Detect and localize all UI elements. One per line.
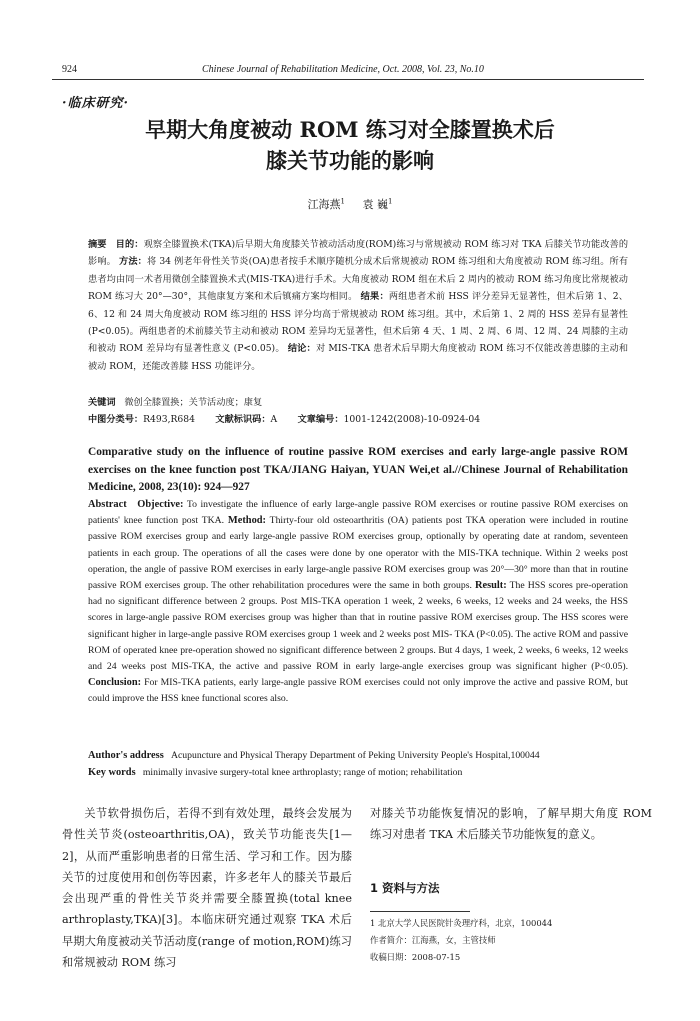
footnote-author-bio: 作者简介：江海燕，女，主管技师 [370, 935, 496, 945]
doc-code-value: A [270, 414, 278, 425]
page-number: 924 [62, 64, 77, 75]
title-line-2: 膝关节功能的影响 [266, 148, 434, 173]
journal-citation-line: Chinese Journal of Rehabilitation Medicine, Oct. 2008, Vol. 23, No.10 [202, 64, 484, 75]
abstract-label: 摘要 [88, 239, 107, 250]
intro-paragraph-continued: 对膝关节功能恢复情况的影响，了解早期大角度 ROM 练习对患者 TKA 术后膝关节功能恢复的意义。 [370, 807, 652, 842]
conclusion-label: Conclusion: [88, 677, 142, 689]
article-number-value: 1001-1242(2008)-10-0924-04 [343, 414, 481, 425]
conclusion-text: 对 MIS-TKA 患者术后早期大角度被动 ROM 练习不仅能改善患膝的主动和被动 ROM，还能改善膝 HSS 功能评分。 [88, 343, 629, 372]
running-header [52, 64, 652, 78]
clc-label: 中图分类号： [88, 414, 144, 425]
address-text: Acupuncture and Physical Therapy Department of Peking University People's Hospital,100044 [171, 750, 540, 761]
author-name: 江海燕 [307, 198, 341, 211]
abstract-english [88, 497, 628, 708]
clc-value: R493,R684 [143, 414, 195, 425]
result-text: The HSS scores pre-operation had no significant difference between 2 groups. Post MIS-TKA operation 1 week, 2 weeks, 6 weeks, 12 weeks and 24 weeks, the HSS scores in large-angle passive ROM exercises group was higher than that in routine passive ROM exercises group. The HSS scores were significant higher in large-angle passive ROM exercises group 1 week and 2 weeks post MIS- TKA (P<0.05). The active ROM and passive ROM of operated knee pre-operation showed no significant difference between 2 groups. But 4 days, 1 week, 2 weeks, 6 weeks, 12 weeks and 24 weeks post MIS-TKA, the active and passive ROM in early large-angle exercises group was significant higher (P<0.05). [88, 580, 628, 673]
author-line [0, 196, 700, 212]
keywords-text: 微创全膝置换；关节活动度；康复 [124, 397, 263, 408]
column-label: ·临床研究· [62, 96, 130, 111]
result-label: 结果： [360, 291, 389, 303]
result-label: Result: [474, 580, 507, 592]
doc-code-label: 文献标识码： [215, 414, 271, 425]
english-title-citation: Comparative study on the influence of routine passive ROM exercises and early large-angle passive ROM exercises on the knee function post TKA/JIANG Haiyan, YUAN Wei,et al.//Chinese Journal of Rehabilitation Medicine, 2008, 23(10): 924—927 [88, 446, 628, 493]
address-label: Author's address [88, 750, 164, 761]
method-text: Thirty-four old osteoarthritis (OA) patients post TKA operation were included in routine passive ROM exercises group and early large-angle passive ROM exercises group, optionally by operating date at random, seventeen patients in each group. The operations of all the cases were done by one operator with the MIS-TKA technique. Within 2 weeks post operation, the angle of passive ROM exercises in early large-angle passive ROM exercises group was 20°—30° more than that in routine passive ROM exercises group. The other rehabilitation procedures were the same in both groups. [88, 515, 629, 592]
article-number-label: 文章编号： [297, 414, 344, 425]
header-rule [52, 79, 644, 80]
author-affiliation-mark: 1 [387, 197, 393, 206]
method-label: Method: [227, 515, 267, 527]
keywords-label: 关键词 [88, 397, 116, 408]
footnote-rule [370, 911, 470, 912]
method-label: 方法： [119, 256, 147, 268]
body-column-left [62, 803, 352, 973]
objective-label: 目的： [115, 239, 144, 250]
author-address [88, 750, 628, 761]
author-affiliation-mark: 1 [340, 197, 345, 206]
conclusion-label: 结论： [287, 343, 316, 355]
result-text: 两组患者术前 HSS 评分差异无显著性，但术后第 1、2、6、12 和 24 周大角度被动 ROM 练习组的 HSS 评分均高于常规被动 ROM 练习组。其中，术后第 1、2 周的 HSS 差异有显著性 (P<0.05)。两组患者的术前膝关节主动和被动 ROM 差异均无显著性，但术后第 4 天、1 周、2 周、6 周、12 周、24 周膝的主动和被动 ROM 差异均有显著性意义 (P<0.05)。 [88, 291, 628, 355]
method-text: 将 34 例老年骨性关节炎(OA)患者按手术顺序随机分成术后常规被动 ROM 练习组和大角度被动 ROM 练习组。所有患者均由同一术者用微创全膝置换术式(MIS-TKA)进行手术。大角度被动 ROM 组在术后 2 周内的被动 ROM 练习角度比常规被动 ROM 练习大 20°—30°，其他康复方案和术后镇痛方案均相同。 [88, 256, 629, 303]
objective-text: To investigate the influence of early large-angle passive ROM exercises or routine passive ROM exercises on patients' knee function post TKA. [88, 499, 629, 527]
title-line-1: 早期大角度被动 ROM 练习对全膝置换术后 [145, 117, 555, 142]
keywords-chinese [88, 394, 262, 408]
footnote-received-date: 收稿日期：2008-07-15 [370, 952, 461, 962]
classification-row [88, 411, 480, 425]
body-column-right [370, 803, 652, 846]
conclusion-text: For MIS-TKA patients, early large-angle passive ROM exercises could not only improve the active and passive ROM, but could improve the HSS knee functional scores also. [88, 677, 628, 705]
abstract-label: Abstract [88, 499, 127, 510]
article-title [0, 114, 700, 176]
section-heading: 1 资料与方法 [370, 881, 440, 895]
author-name: 袁 巍 [362, 198, 388, 211]
keywords-text: minimally invasive surgery-total knee arthroplasty; range of motion; rehabilitation [142, 767, 463, 778]
keywords-label: Key words [88, 767, 136, 778]
objective-text: 观察全膝置换术(TKA)后早期大角度膝关节被动活动度(ROM)练习与常规被动 ROM 练习对 TKA 后膝关节功能改善的影响。 [88, 239, 629, 268]
objective-label: Objective: [137, 499, 184, 510]
english-keywords [88, 767, 628, 778]
footnote-affiliation: 1 北京大学人民医院针灸理疗科，北京，100044 [370, 918, 553, 928]
intro-paragraph: 关节软骨损伤后，若得不到有效处理，最终会发展为骨性关节炎(osteoarthritis,OA)，致关节功能丧失[1—2]，从而严重影响患者的日常生活、学习和工作。因为膝关节的过度使用和创伤等因素，许多老年人的膝关节最后会出现严重的骨性关节炎并需要全膝置换(total knee arthroplasty,TKA)[3]。本临床研究通过观察 TKA 术后早期大角度被动关节活动度(range of motion,ROM)练习和常规被动 ROM 练习 [62, 807, 352, 970]
abstract-chinese [88, 236, 628, 375]
